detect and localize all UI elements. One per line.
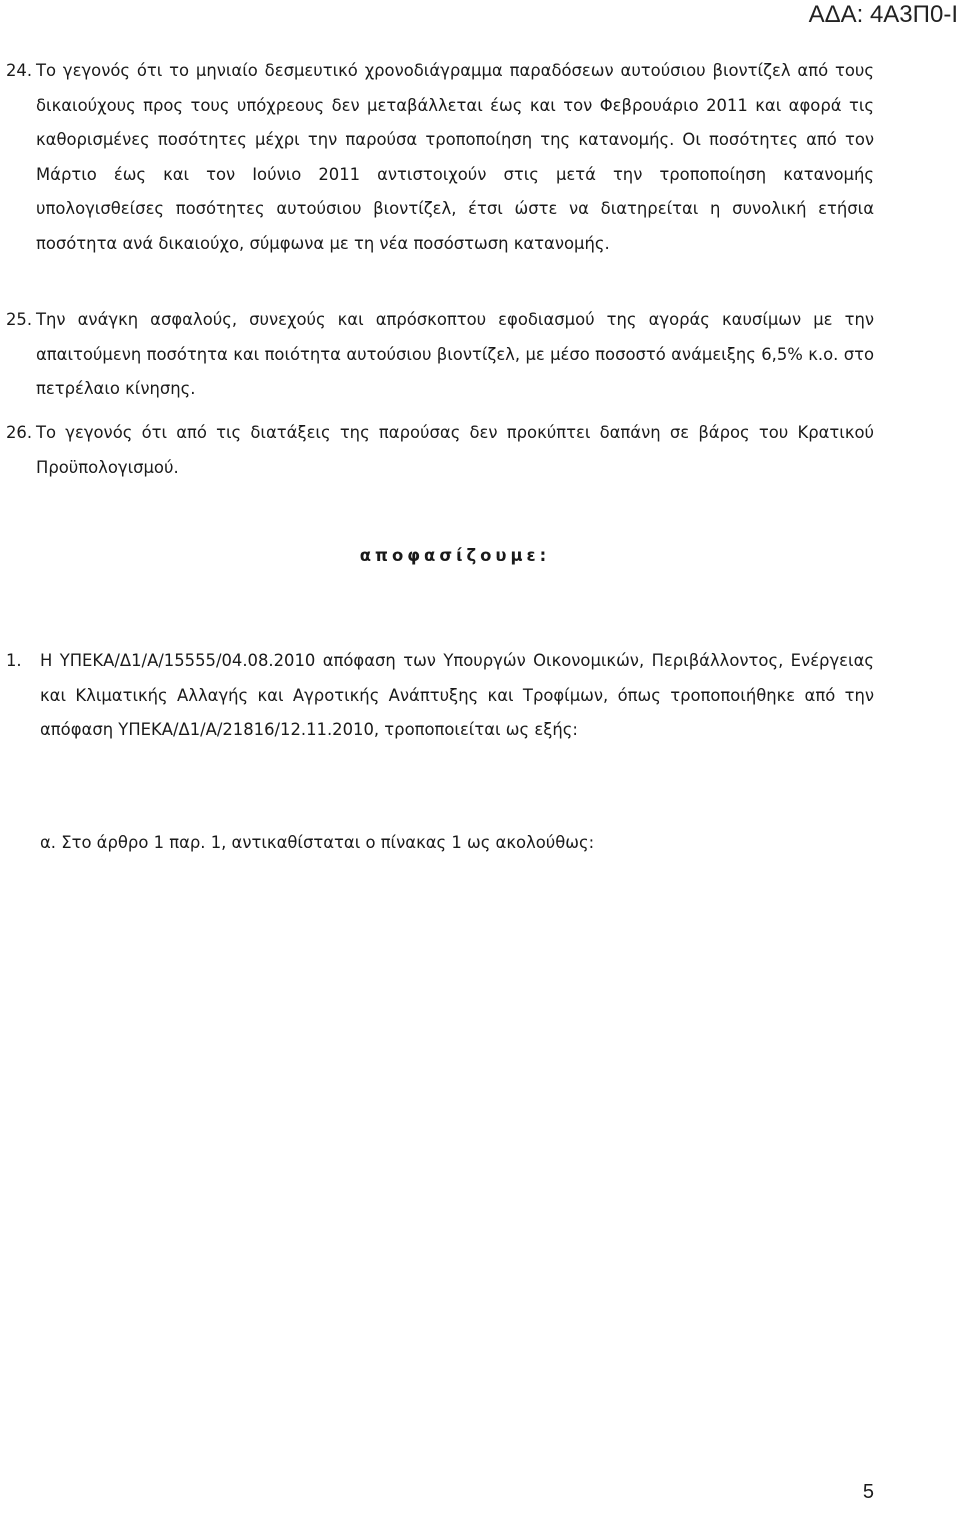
paragraph-text: Την ανάγκη ασφαλούς, συνεχούς και απρόσκοπτου εφοδιασμού της αγοράς καυσίμων με την απαιτούμενη ποσότητα και ποιότητα αυτούσιου βιοντίζελ, με μέσο ποσοστό ανάμειξης 6,5% κ.ο. στο πετρέλαιο κίνησης. xyxy=(36,310,874,398)
paragraph-text: Το γεγονός ότι από τις διατάξεις της παρούσας δεν προκύπτει δαπάνη σε βάρος του Κρατικού Προϋπολογισμού. xyxy=(36,423,874,477)
decision-item-1a: α. Στο άρθρο 1 παρ. 1, αντικαθίσταται ο πίνακας 1 ως ακολούθως: xyxy=(40,833,595,852)
paragraph-25 xyxy=(0,303,874,407)
paragraph-24 xyxy=(0,54,874,261)
paragraph-number: 26. xyxy=(6,423,33,442)
page-number: 5 xyxy=(862,1481,874,1503)
decision-item-1 xyxy=(0,644,874,748)
decision-text: Η ΥΠΕΚΑ/Δ1/Α/15555/04.08.2010 απόφαση των Υπουργών Οικονομικών, Περιβάλλοντος, Ενέργειας και Κλιματικής Αλλαγής και Αγροτικής Ανάπτυξης και Τροφίμων, όπως τροποποιήθηκε από την απόφαση ΥΠΕΚΑ/Δ1/Α/21816/12.11.2010, τροποποιείται ως εξής: xyxy=(40,651,874,739)
ada-code: ΑΔΑ: 4Α3Π0-Ι xyxy=(808,1,958,28)
paragraph-number: 24. xyxy=(6,61,33,80)
paragraph-text: Το γεγονός ότι το μηνιαίο δεσμευτικό χρονοδιάγραμμα παραδόσεων αυτούσιου βιοντίζελ από τους δικαιούχους προς τους υπόχρεους δεν μεταβάλλεται έως και τον Φεβρουάριο 2011 και αφορά τις καθορισμένες ποσότητες μέχρι την παρούσα τροποποίηση της κατανομής. Οι ποσότητες από τον Μάρτιο έως και τον Ιούνιο 2011 αντιστοιχούν στις μετά την τροποποίηση κατανομής υπολογισθείσες ποσότητες αυτούσιου βιοντίζελ, έτσι ώστε να διατηρείται η συνολική ετήσια ποσότητα ανά δικαιούχο, σύμφωνα με τη νέα ποσόστωση κατανομής. xyxy=(36,61,874,253)
paragraph-26 xyxy=(0,416,874,485)
decision-heading: αποφασίζουμε: xyxy=(359,546,551,565)
decision-number: 1. xyxy=(6,651,22,670)
paragraph-number: 25. xyxy=(6,310,33,329)
